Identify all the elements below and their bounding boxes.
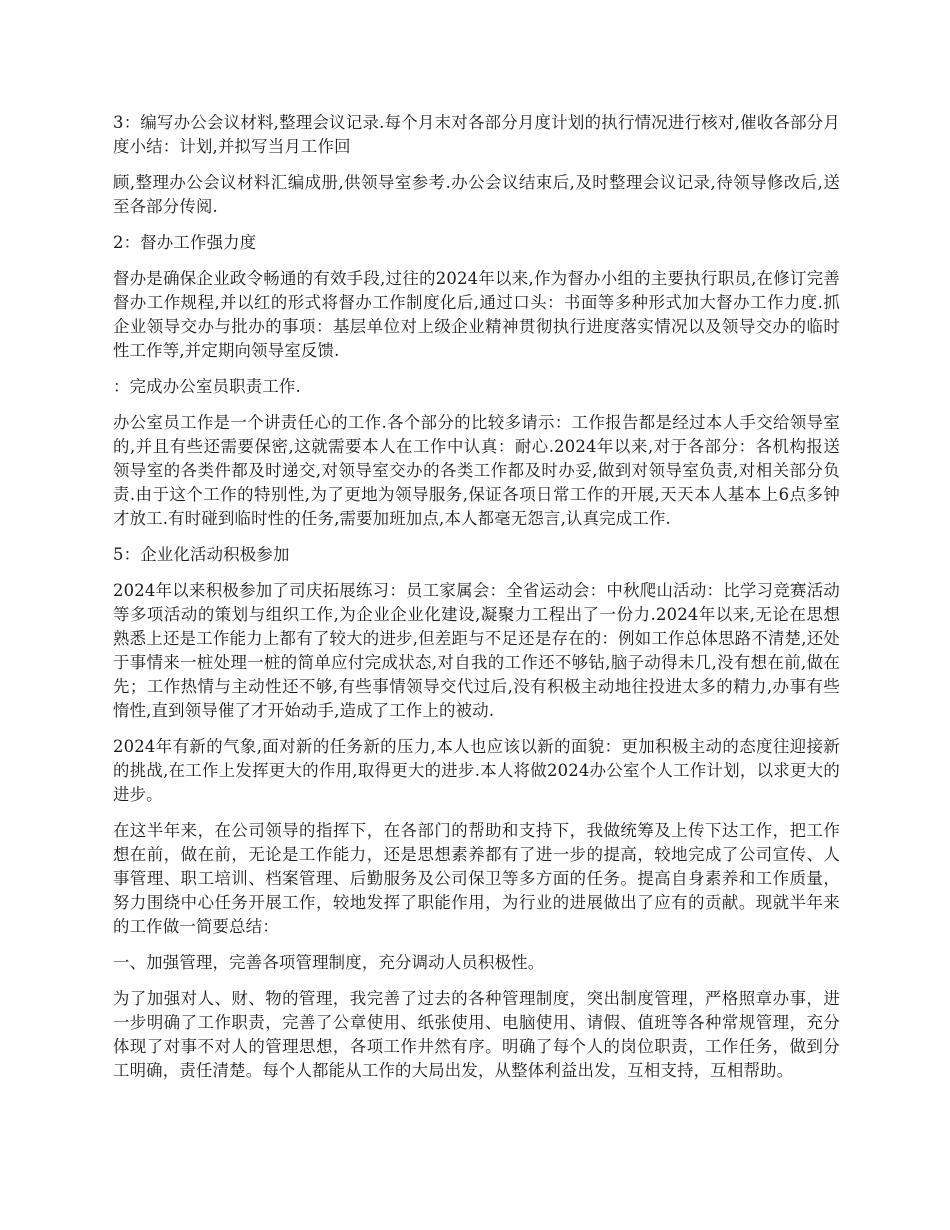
paragraph-meeting-records: 顾,整理办公会议材料汇编成册,供领导室参考.办公会议结束后,及时整理会议记录,待领导修改后,送至各部分传阅. <box>113 173 840 216</box>
document-body <box>113 111 840 1095</box>
heading-office-duties: ：完成办公室员职责工作. <box>113 377 301 396</box>
paragraph-supervision: 督办是确保企业政令畅通的有效手段,过往的2024年以来,作为督办小组的主要执行职员,在修订完善督办工作规程,并以红的形式将督办工作制度化后,通过口头：书面等多种形式加大督办工作力度.抓企业领导交办与批办的事项：基层单位对上级企业精神贯彻执行进度落实情况以及领导交办的临时性工作等,并定期向领导室反馈. <box>113 269 840 360</box>
paragraph-half-year-summary: 在这半年来，在公司领导的指挥下，在各部门的帮助和支持下，我做统筹及上传下达工作，把工作想在前，做在前，无论是工作能力，还是思想素养都有了进一步的提高，较地完成了公司宣传、人事管理、职工培训、档案管理、后勤服务及公司保卫等多方面的任务。提高自身素养和工作质量，努力围绕中心任务开展工作，较地发挥了职能作用，为行业的进展做出了应有的贡献。现就半年来的工作做一简要总结： <box>113 821 840 936</box>
heading-management: 一、加强管理，完善各项管理制度，充分调动人员积极性。 <box>113 953 545 972</box>
paragraph-meeting-materials: 3：编写办公会议材料,整理会议记录.每个月末对各部分月度计划的执行情况进行核对,催收各部分月度小结：计划,并拟写当月工作回 <box>113 113 840 156</box>
paragraph-new-year: 2024年有新的气象,面对新的任务新的压力,本人也应该以新的面貌：更加积极主动的态度往迎接新的挑战,在工作上发挥更大的作用,取得更大的进步.本人将做2024办公室个人工作计划，以求更大的进步。 <box>113 737 840 804</box>
heading-activities: 5：企业化活动积极参加 <box>113 545 290 564</box>
paragraph-office-duties: 办公室员工作是一个讲责任心的工作.各个部分的比较多请示：工作报告都是经过本人手交给领导室的,并且有些还需要保密,这就需要本人在工作中认真：耐心.2024年以来,对于各部分：各机构报送领导室的各类件都及时递交,对领导室交办的各类工作都及时办妥,做到对领导室负责,对相关部分负责.由于这个工作的特别性,为了更地为领导服务,保证各项日常工作的开展,天天本人基本上6点多钟才放工.有时碰到临时性的任务,需要加班加点,本人都毫无怨言,认真完成工作. <box>113 413 840 528</box>
paragraph-management: 为了加强对人、财、物的管理，我完善了过去的各种管理制度，突出制度管理，严格照章办事，进一步明确了工作职责，完善了公章使用、纸张使用、电脑使用、请假、值班等各种常规管理，充分体现了对事不对人的管理思想，各项工作井然有序。明确了每个人的岗位职责，工作任务，做到分工明确，责任清楚。每个人都能从工作的大局出发，从整体利益出发，互相支持，互相帮助。 <box>113 989 840 1080</box>
heading-supervision: 2：督办工作强力度 <box>113 233 257 252</box>
paragraph-activities: 2024年以来积极参加了司庆拓展练习：员工家属会：全省运动会：中秋爬山活动：比学习竞赛活动等多项活动的策划与组织工作,为企业企业化建设,凝聚力工程出了一份力.2024年以来,无论在思想熟悉上还是工作能力上都有了较大的进步,但差距与不足还是存在的：例如工作总体思路不清楚,还处于事情来一桩处理一桩的简单应付完成状态,对自我的工作还不够钻,脑子动得未几,没有想在前,做在先；工作热情与主动性还不够,有些事情领导交代过后,没有积极主动地往投进太多的精力,办事有些惰性,直到领导催了才开始动手,造成了工作上的被动. <box>113 581 840 720</box>
